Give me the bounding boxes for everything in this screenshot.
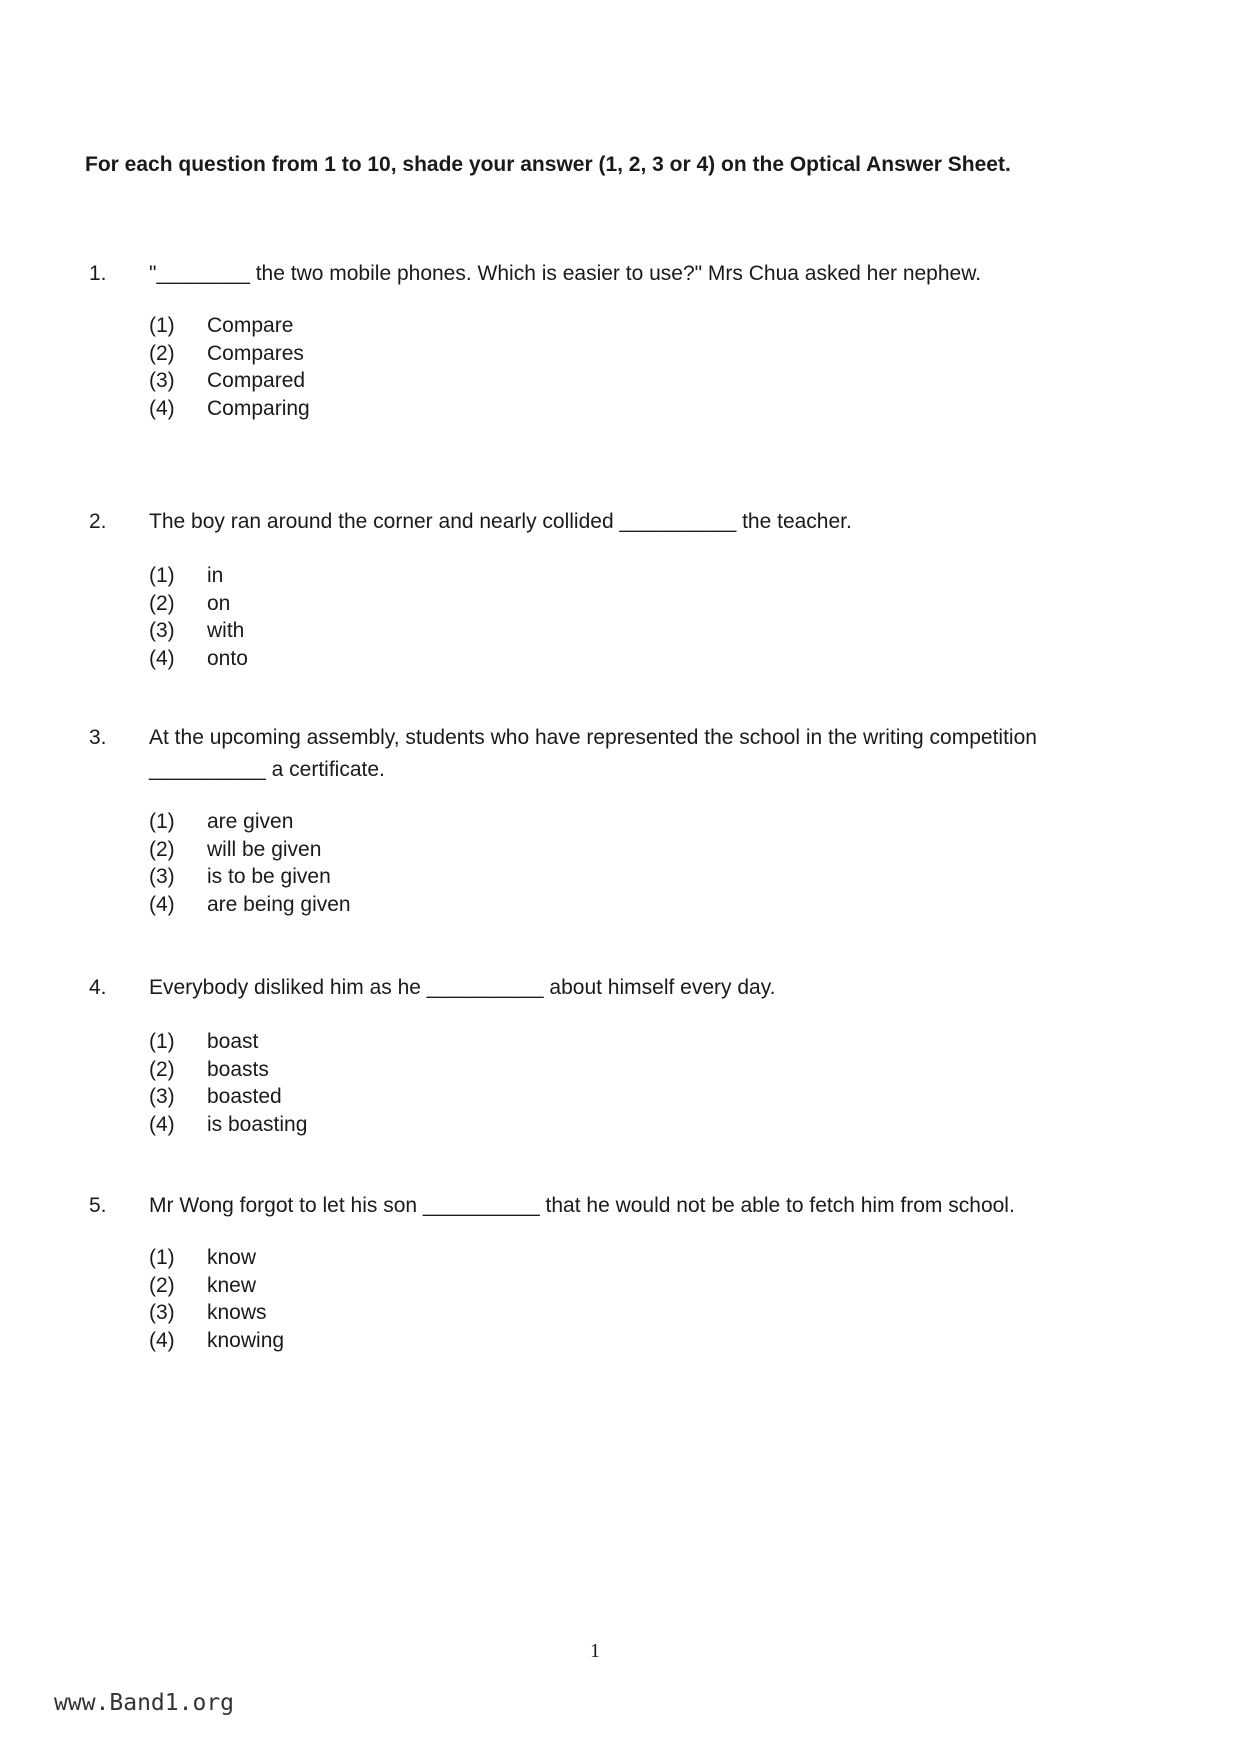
option-text: will be given — [207, 837, 322, 861]
option-text: knowing — [207, 1328, 285, 1352]
option — [149, 836, 1074, 864]
option — [149, 1272, 1074, 1300]
option-number: (3) — [149, 1301, 175, 1324]
option-number: (1) — [149, 810, 175, 833]
question-3 — [89, 722, 1074, 918]
option-number: (3) — [149, 865, 175, 888]
option-text: Comparing — [207, 396, 310, 420]
option-number: (1) — [149, 314, 175, 337]
option — [149, 367, 1074, 395]
option — [149, 1083, 1074, 1111]
option — [149, 312, 1074, 340]
option-text: know — [207, 1246, 257, 1269]
option-text: boasts — [207, 1057, 269, 1081]
option — [149, 808, 1074, 836]
option-number: (4) — [149, 892, 175, 916]
question-number: 2. — [89, 510, 107, 533]
question-5 — [89, 1190, 1074, 1354]
option-text: in — [207, 564, 224, 587]
question-text: The boy ran around the corner and nearly collided __________ the teacher. — [149, 510, 852, 533]
option — [149, 590, 1074, 618]
option-number: (1) — [149, 1246, 175, 1269]
option-number: (4) — [149, 396, 175, 420]
question-number: 3. — [89, 726, 107, 749]
option-number: (3) — [149, 369, 175, 392]
option — [149, 891, 1074, 919]
question-number: 5. — [89, 1194, 107, 1217]
question-text: "________ the two mobile phones. Which is easier to use?" Mrs Chua asked her nephew. — [149, 262, 982, 285]
option-number: (4) — [149, 646, 175, 670]
option-number: (3) — [149, 1085, 175, 1108]
question-4 — [89, 972, 1074, 1138]
option — [149, 863, 1074, 891]
question-text: Everybody disliked him as he __________ about himself every day. — [149, 976, 776, 999]
option-number: (4) — [149, 1112, 175, 1136]
option-text: boast — [207, 1030, 259, 1053]
option-number: (4) — [149, 1328, 175, 1352]
option — [149, 1111, 1074, 1139]
option — [149, 617, 1074, 645]
option-text: on — [207, 591, 231, 615]
instructions: For each question from 1 to 10, shade your answer (1, 2, 3 or 4) on the Optical Answer Sheet. — [85, 153, 1011, 176]
question-number: 1. — [89, 262, 107, 285]
option-text: with — [207, 619, 245, 642]
option — [149, 1028, 1074, 1056]
option — [149, 1056, 1074, 1084]
option-number: (2) — [149, 341, 175, 365]
question-1 — [89, 258, 1074, 422]
option-number: (2) — [149, 1057, 175, 1081]
option-text: is to be given — [207, 865, 331, 888]
option — [149, 645, 1074, 673]
question-number: 4. — [89, 976, 107, 999]
option-text: are being given — [207, 892, 351, 916]
option-text: Compared — [207, 369, 306, 392]
option-text: are given — [207, 810, 294, 833]
option-text: knew — [207, 1273, 257, 1297]
option-number: (2) — [149, 1273, 175, 1297]
option — [149, 395, 1074, 423]
question-2 — [89, 506, 1074, 672]
option — [149, 562, 1074, 590]
option-number: (2) — [149, 591, 175, 615]
option-text: boasted — [207, 1085, 282, 1108]
option-number: (2) — [149, 837, 175, 861]
option-number: (3) — [149, 619, 175, 642]
page-number: 1 — [590, 1640, 600, 1662]
option-text: knows — [207, 1301, 267, 1324]
question-text: Mr Wong forgot to let his son __________ that he would not be able to fetch him from school. — [149, 1194, 1015, 1217]
option — [149, 1299, 1074, 1327]
option-number: (1) — [149, 564, 175, 587]
question-text: At the upcoming assembly, students who have represented the school in the writing competition __________ a certificate. — [149, 726, 1037, 781]
option-number: (1) — [149, 1030, 175, 1053]
option — [149, 1244, 1074, 1272]
option-text: Compares — [207, 341, 304, 365]
option-text: is boasting — [207, 1112, 308, 1136]
option — [149, 1327, 1074, 1355]
footer-watermark: www.Band1.org — [54, 1690, 235, 1716]
option-text: Compare — [207, 314, 294, 337]
option — [149, 340, 1074, 368]
option-text: onto — [207, 646, 248, 670]
